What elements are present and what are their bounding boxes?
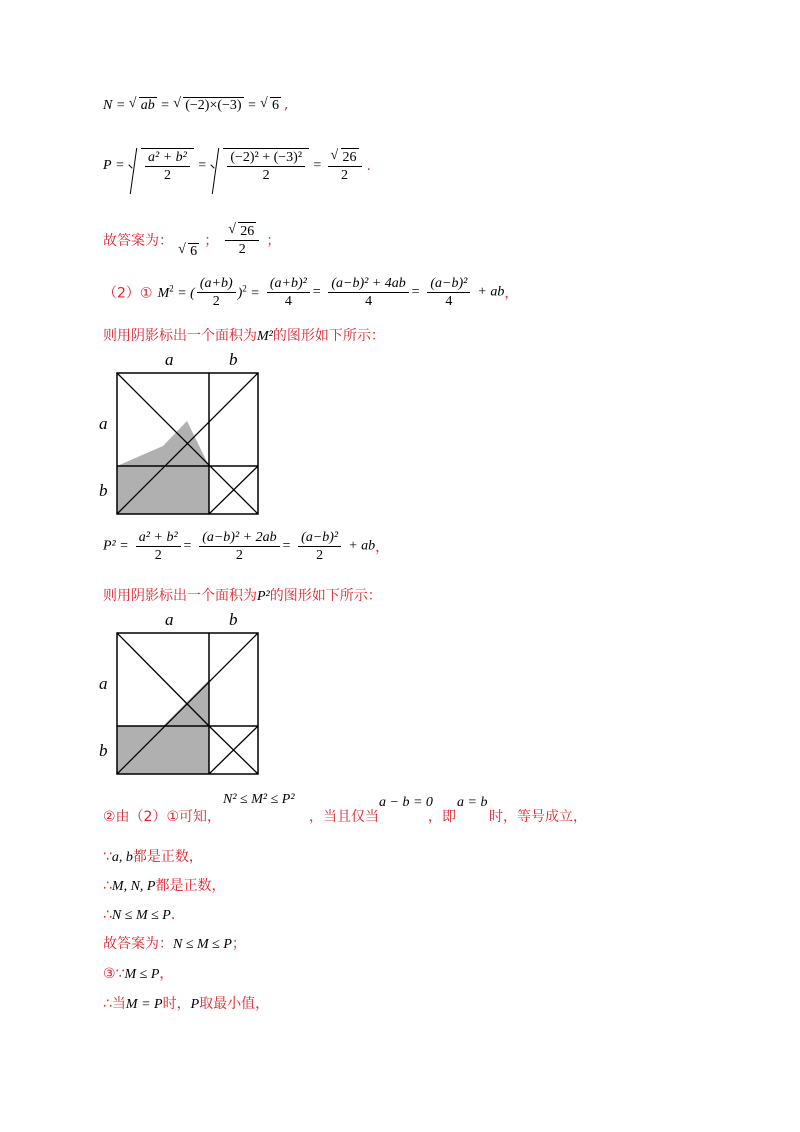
inequality-line (103, 792, 703, 832)
ineq-eq: a = b (457, 795, 488, 810)
final-var: P (190, 997, 200, 1012)
p2-num2: (a−b)² + 2ab (199, 529, 279, 547)
radicand-product: (−2)×(−3) (185, 98, 242, 113)
answer-1 (103, 222, 280, 260)
shade-rect (117, 726, 209, 774)
ineq-comma: ，即 (428, 809, 456, 825)
radicand-six: 6 (272, 98, 280, 113)
sqrt-six (260, 97, 281, 114)
n-eq-end: , (284, 97, 289, 113)
p-symbol: P (103, 158, 112, 173)
part2-m2: $M^2$ = ( (157, 283, 195, 301)
p2-den3: 2 (316, 548, 324, 563)
p2-lhs: P² (103, 538, 116, 554)
label-top-a: a (165, 610, 174, 629)
part2-prefix: （2）① (103, 285, 153, 302)
p2-den2: 2 (235, 548, 243, 563)
therefore1-text: 都是正数， (155, 878, 226, 894)
p-num3: 26 (342, 150, 357, 165)
answer1-v1-rad: 6 (190, 243, 198, 259)
ineq-cond: a − b = 0 (379, 795, 433, 810)
shade2-caption (103, 585, 382, 605)
part3-prefix: ③∵ (103, 966, 125, 982)
answer2-prefix: 故答案为： (103, 936, 173, 952)
part2-end: ， (504, 285, 519, 302)
shade-triangle (117, 421, 209, 466)
n-equation: N = √ ab = √ (−2)×(−3) = √ 6 , (103, 97, 289, 114)
therefore-line-2 (103, 904, 175, 924)
eq-sign: = (281, 538, 292, 554)
p-den2: 2 (262, 168, 270, 183)
part2-eq-a: (a+b) (197, 275, 236, 293)
part2-m-symbol: M (157, 285, 170, 301)
label-top-a: a (165, 350, 174, 369)
p-den1: 2 (163, 168, 171, 183)
p-frac3 (328, 148, 362, 184)
therefore2-expr: N ≤ M ≤ P (111, 908, 171, 923)
diagram-m-squared (95, 348, 270, 518)
diagonal-1 (117, 633, 209, 726)
p2-den1: 2 (154, 548, 162, 563)
because-text: 都是正数， (132, 849, 203, 865)
because-vars: a, b (111, 850, 133, 865)
p-den3: 2 (341, 168, 348, 183)
part2-den-d: 4 (445, 294, 453, 309)
final-text: 取最小值， (199, 996, 270, 1012)
sqrt-ab (129, 97, 157, 114)
therefore2-end: . (170, 907, 176, 923)
p2-frac3 (298, 529, 341, 564)
answer1-end: ； (266, 233, 281, 249)
final-symbol: ∴当 (103, 996, 126, 1012)
part3-end: ， (159, 966, 174, 982)
ineq-chain: N² ≤ M² ≤ P² (223, 792, 295, 807)
eq-sign: = (115, 538, 129, 554)
shade2-sym: P² (257, 589, 270, 604)
answer1-v2 (225, 222, 259, 258)
p2-frac1 (136, 529, 181, 564)
answer1-sep: ； (204, 233, 219, 249)
big-sqrt-2 (210, 148, 309, 184)
sqrt-product (173, 97, 243, 114)
p2-tail: + ab (348, 538, 376, 554)
p-num1: a² + b² (145, 149, 190, 167)
part2-den-c: 4 (365, 294, 373, 309)
because-line (103, 846, 203, 866)
part2-frac-b (267, 275, 310, 310)
eq-sign: = (311, 284, 322, 300)
part2-den-a: 2 (212, 294, 220, 309)
part2-num-b: (a+b)² (267, 275, 310, 293)
eq-sign: = (182, 538, 193, 554)
answer-2 (103, 933, 246, 953)
shade1-pre: 则用阴影标出一个面积为 (103, 328, 257, 344)
eq-sign: = (410, 284, 421, 300)
final-mid: 时， (162, 996, 191, 1012)
shade1-sym: M² (257, 329, 273, 344)
part3-line (103, 963, 173, 983)
label-top-b: b (229, 610, 238, 629)
shade2-post: 的图形如下所示： (269, 588, 382, 604)
p2-num1: a² + b² (136, 529, 181, 547)
part2-num-d: (a−b)² (427, 275, 470, 293)
answer2-end: ； (231, 936, 246, 952)
answer1-v2-num: 26 (240, 224, 255, 239)
radicand-ab: ab (140, 98, 155, 113)
p2-equation (103, 529, 389, 564)
label-left-a: a (99, 414, 108, 433)
diagram-p-squared (95, 608, 270, 778)
label-left-b: b (99, 741, 108, 760)
shade-rect (117, 466, 209, 514)
p2-num3: (a−b)² (298, 529, 341, 547)
part2-frac-d (427, 275, 470, 310)
shade1-post: 的图形如下所示： (272, 328, 385, 344)
answer1-prefix: 故答案为： (103, 233, 173, 249)
therefore-line-1 (103, 875, 225, 895)
label-left-b: b (99, 481, 108, 500)
therefore2-symbol: ∴ (103, 907, 112, 923)
ineq-mid: ，当且仅当 (309, 809, 379, 825)
ineq-pre: ②由（2）①可知， (103, 809, 222, 825)
part2-frac-c (328, 275, 408, 310)
ineq-post: 时，等号成立， (489, 809, 587, 825)
p-num2: (−2)² + (−3)² (227, 149, 305, 167)
part2-equation (103, 275, 518, 310)
therefore1-vars: M, N, P (111, 879, 156, 894)
shade1-caption (103, 325, 385, 345)
final-line (103, 993, 269, 1013)
part2-num-c: (a−b)² + 4ab (328, 275, 408, 293)
answer1-v2-den: 2 (238, 242, 246, 257)
p-equation: P = $\frac{\text{a² + b²}}{2}$ = $\frac{\text{(−2)² + (−3)²}}{2}$ = √ $\frac{26}{2}$ . (103, 148, 371, 184)
p-eq-end: . (367, 158, 372, 174)
answer1-v1 (178, 243, 199, 260)
final-expr: M = P (125, 997, 163, 1012)
part2-den-b: 4 (284, 294, 292, 309)
big-sqrt-1 (128, 148, 194, 184)
because-symbol: ∵ (103, 849, 112, 865)
shade2-pre: 则用阴影标出一个面积为 (103, 588, 257, 604)
n-symbol: N (103, 98, 113, 113)
answer2-expr: N ≤ M ≤ P (173, 937, 232, 952)
label-left-a: a (99, 674, 108, 693)
part2-tail: + ab (477, 284, 505, 300)
p2-end: ， (375, 539, 390, 556)
part2-sq: )$^2$ = (237, 283, 260, 301)
part2-frac-a (197, 275, 236, 310)
part3-expr: M ≤ P (124, 967, 160, 982)
p2-frac2 (199, 529, 279, 564)
therefore1-symbol: ∴ (103, 878, 112, 894)
label-top-b: b (229, 350, 238, 369)
